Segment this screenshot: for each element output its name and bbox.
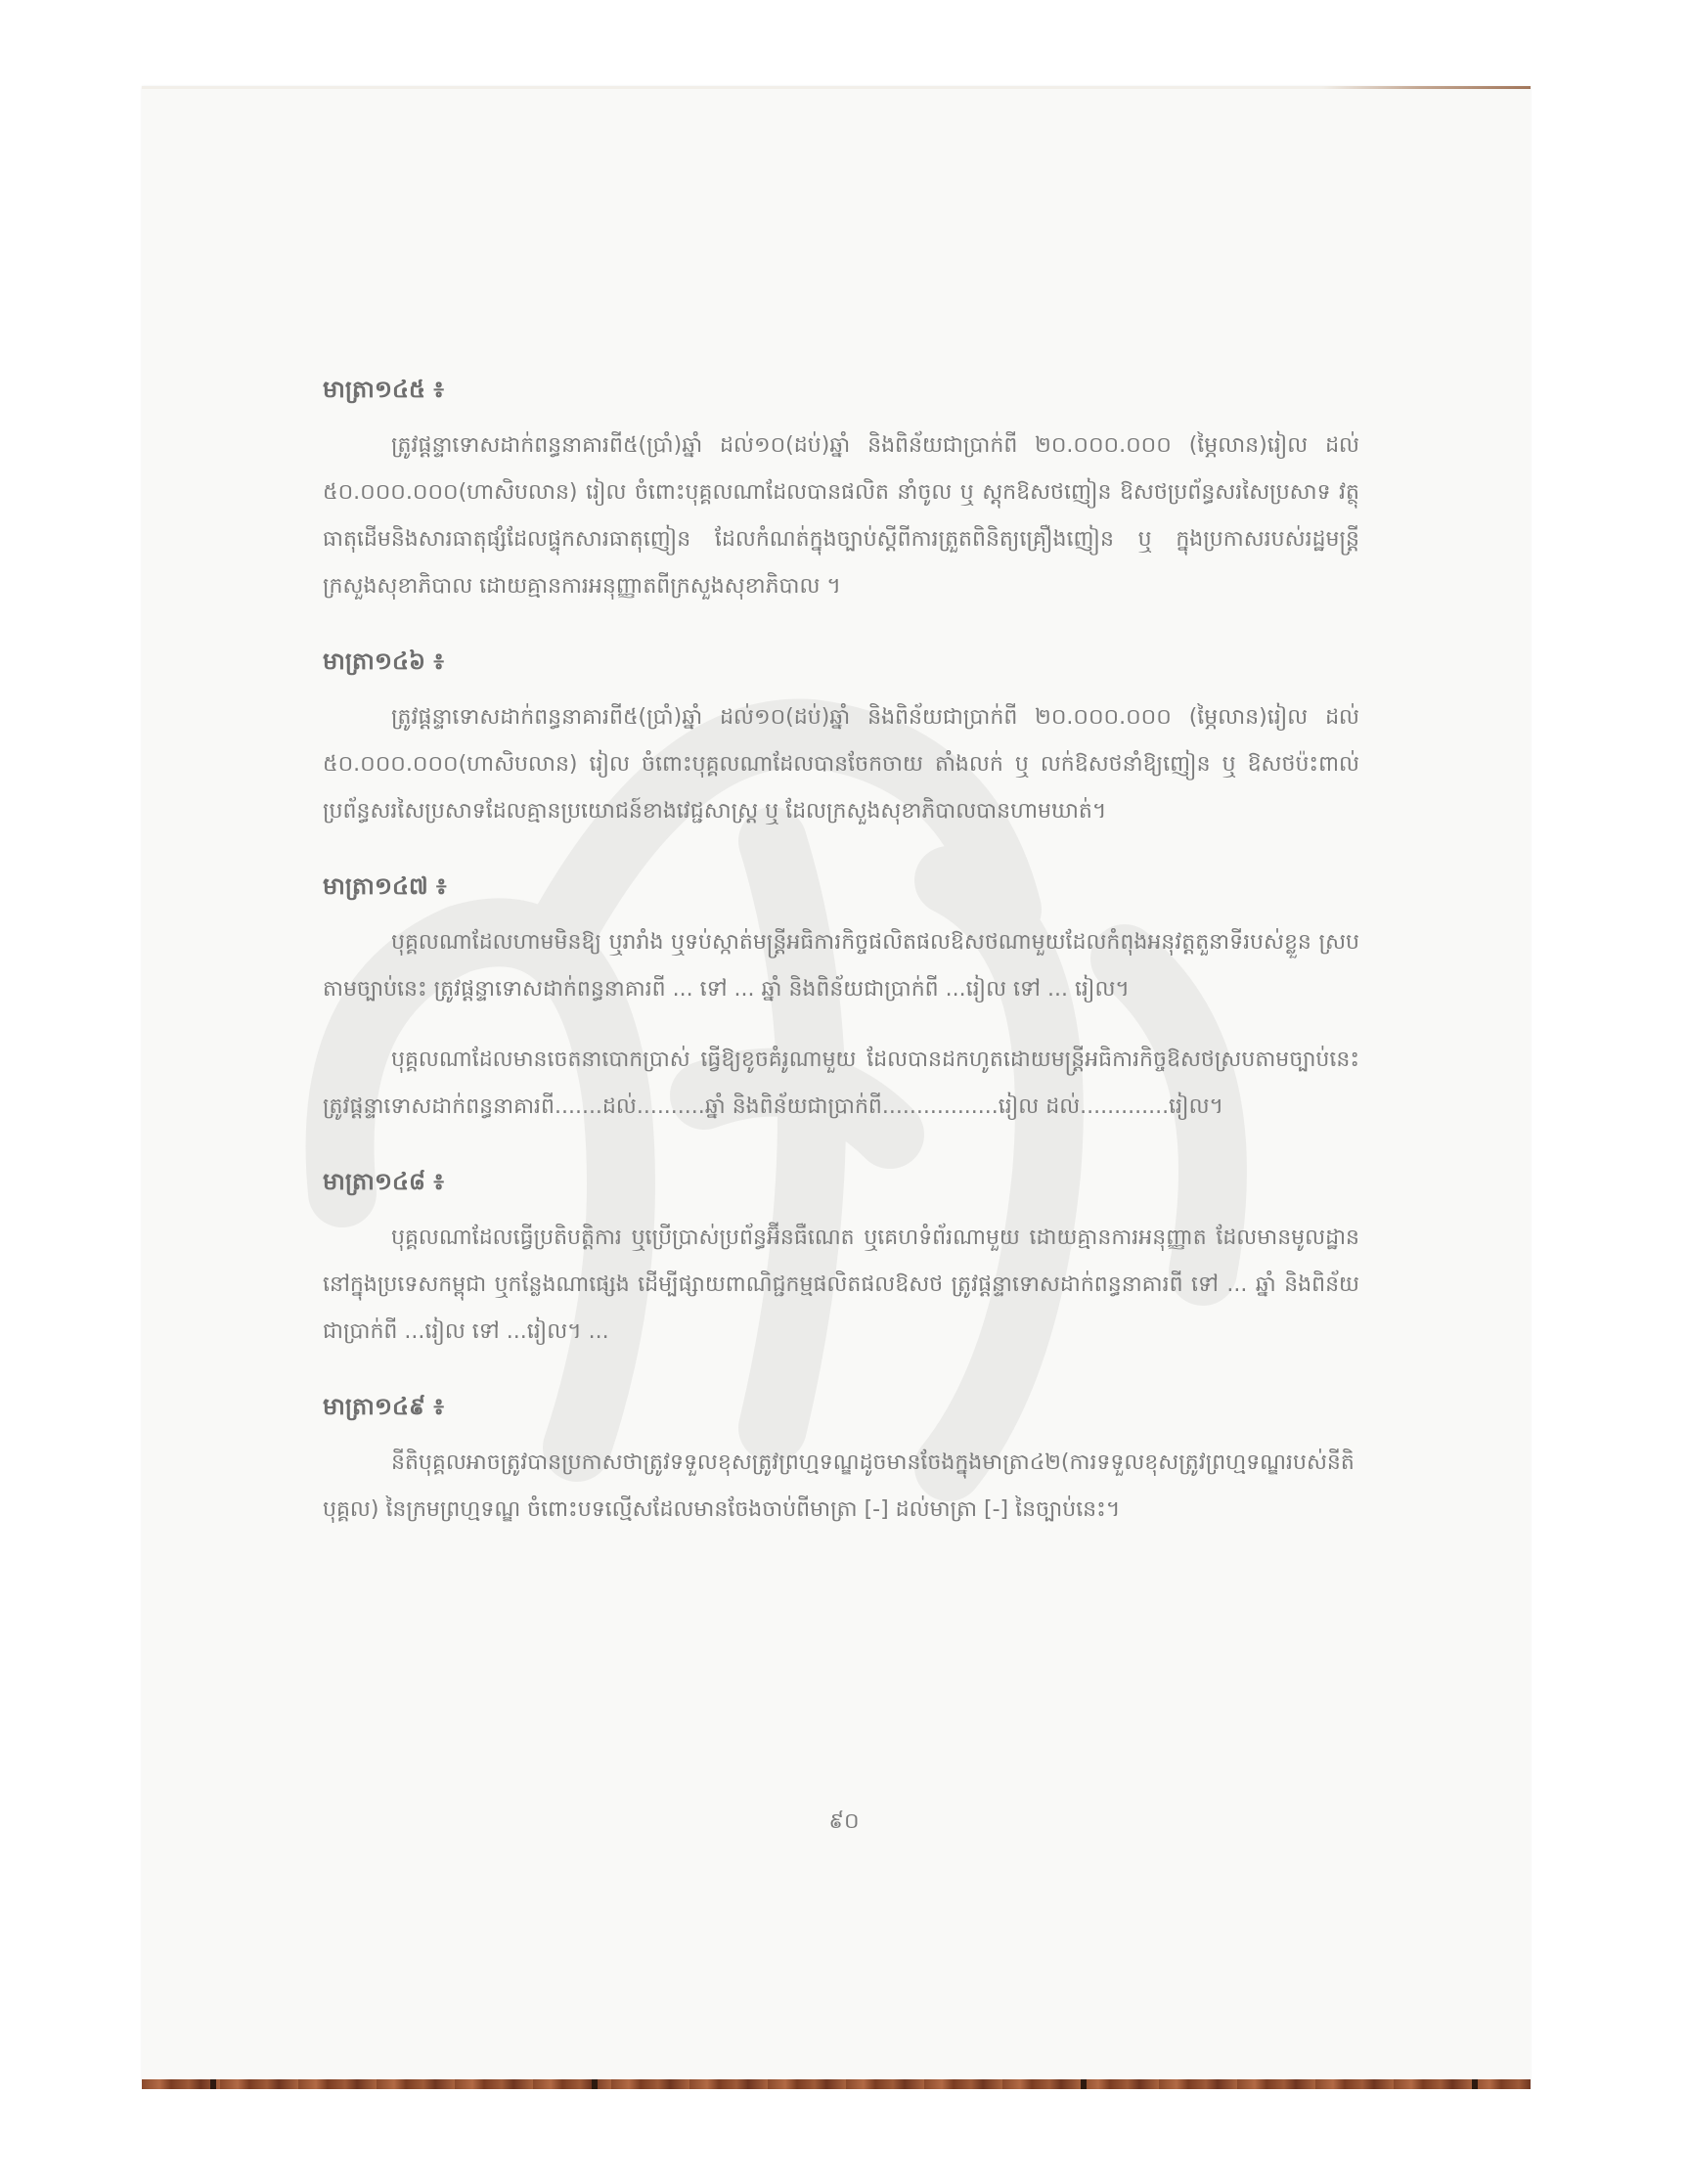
article-heading: មាត្រា១៤៧ ៖ [323,872,447,900]
article-paragraph: ត្រូវផ្តន្ទាទោសដាក់ពន្ធនាគារពី៥(ប្រាំ)ឆ្នាំ ដល់១០(ដប់)ឆ្នាំ និងពិន័យជាប្រាក់ពី ២០.០០០.០០០ (ម្ភៃលាន)រៀល ដល់ ៥០.០០០.០០០(ហាសិបលាន) រៀល ចំពោះបុគ្គលណាដែលបានផលិត នាំចូល ឬ ស្តុកឱសថញៀន ឱសថប្រព័ន្ធសរសៃប្រសាទ វត្ថុធាតុដើមនិងសារធាតុផ្សំដែលផ្ទុកសារធាតុញៀន ដែលកំណត់ក្នុងច្បាប់ស្តីពីការត្រួតពិនិត្យគ្រឿងញៀន ឬ ក្នុងប្រកាសរបស់រដ្ឋមន្ត្រីក្រសួងសុខាភិបាល ដោយគ្មានការអនុញ្ញាតពីក្រសួងសុខាភិបាល ។ [323,433,1359,599]
article-heading: មាត្រា១៤៨ ៖ [323,1168,444,1195]
page-top-edge [142,86,1531,89]
binding-knot [1472,2079,1478,2089]
binding-knot [592,2079,598,2089]
article-body [323,362,1359,1557]
article-paragraph: ត្រូវផ្តន្ទាទោសដាក់ពន្ធនាគារពី៥(ប្រាំ)ឆ្នាំ ដល់១០(ដប់)ឆ្នាំ និងពិន័យជាប្រាក់ពី ២០.០០០.០០០ (ម្ភៃលាន)រៀល ដល់ ៥០.០០០.០០០(ហាសិបលាន) រៀល ចំពោះបុគ្គលណាដែលបានចែកចាយ តាំងលក់ ឬ លក់ឱសថនាំឱ្យញៀន ឬ ឱសថប៉ះពាល់ប្រព័ន្ធសរសៃប្រសាទដែលគ្មានប្រយោជន៍ខាងវេជ្ជសាស្ត្រ ឬ ដែលក្រសួងសុខាភិបាលបានហាមឃាត់។ [323,705,1359,824]
page-number: ៩០ [828,1809,860,1834]
article-heading: មាត្រា១៤៩ ៖ [323,1393,444,1420]
binding-knot [1081,2079,1087,2089]
article-paragraph: បុគ្គលណាដែលធ្វើប្រតិបត្តិការ ឬប្រើប្រាស់ប្រព័ន្ធអ៊ីនធឺណេត ឬគេហទំព័រណាមួយ ដោយគ្មានការអនុញ្ញាត ដែលមានមូលដ្ឋាននៅក្នុងប្រទេសកម្ពុជា ឬកន្លែងណាផ្សេង ដើម្បីផ្សាយពាណិជ្ជកម្មផលិតផលឱសថ ត្រូវផ្តន្ទាទោសដាក់ពន្ធនាគារពី ទៅ ... ឆ្នាំ និងពិន័យជាប្រាក់ពី ...រៀល ទៅ ...រៀល។ ... [323,1226,1359,1344]
article-paragraph: បុគ្គលណាដែលមានចេតនាបោកប្រាស់ ធ្វើឱ្យខូចគំរូណាមួយ ដែលបានដកហូតដោយមន្ត្រីអធិការកិច្ចឱសថស្របតាមច្បាប់នេះ ត្រូវផ្តន្ទាទោសដាក់ពន្ធនាគារពី.......ដល់..........ឆ្នាំ និងពិន័យជាប្រាក់ពី.................រៀល ដល់.............រៀល។ [323,1047,1359,1119]
article-paragraph: បុគ្គលណាដែលហាមមិនឱ្យ ឬរារាំង ឬទប់ស្កាត់មន្ត្រីអធិការកិច្ចផលិតផលឱសថណាមួយដែលកំពុងអនុវត្តតួនាទីរបស់ខ្លួន ស្របតាមច្បាប់នេះ ត្រូវផ្តន្ទាទោសដាក់ពន្ធនាគារពី ... ទៅ ... ឆ្នាំ និងពិន័យជាប្រាក់ពី ...រៀល ទៅ ... រៀល។ [323,930,1359,1002]
article-heading: មាត្រា១៤៥ ៖ [323,376,444,403]
binding-knot [210,2079,216,2089]
article-heading: មាត្រា១៤៦ ៖ [323,647,444,675]
article-paragraph: នីតិបុគ្គលអាចត្រូវបានប្រកាសថាត្រូវទទួលខុសត្រូវព្រហ្មទណ្ឌដូចមានចែងក្នុងមាត្រា៤២(ការទទួលខុសត្រូវព្រហ្មទណ្ឌរបស់នីតិបុគ្គល) នៃក្រមព្រហ្មទណ្ឌ ចំពោះបទល្មើសដែលមានចែងចាប់ពីមាត្រា [-] ដល់មាត្រា [-] នៃច្បាប់នេះ។ [323,1450,1355,1522]
binding-strip [142,2079,1531,2089]
